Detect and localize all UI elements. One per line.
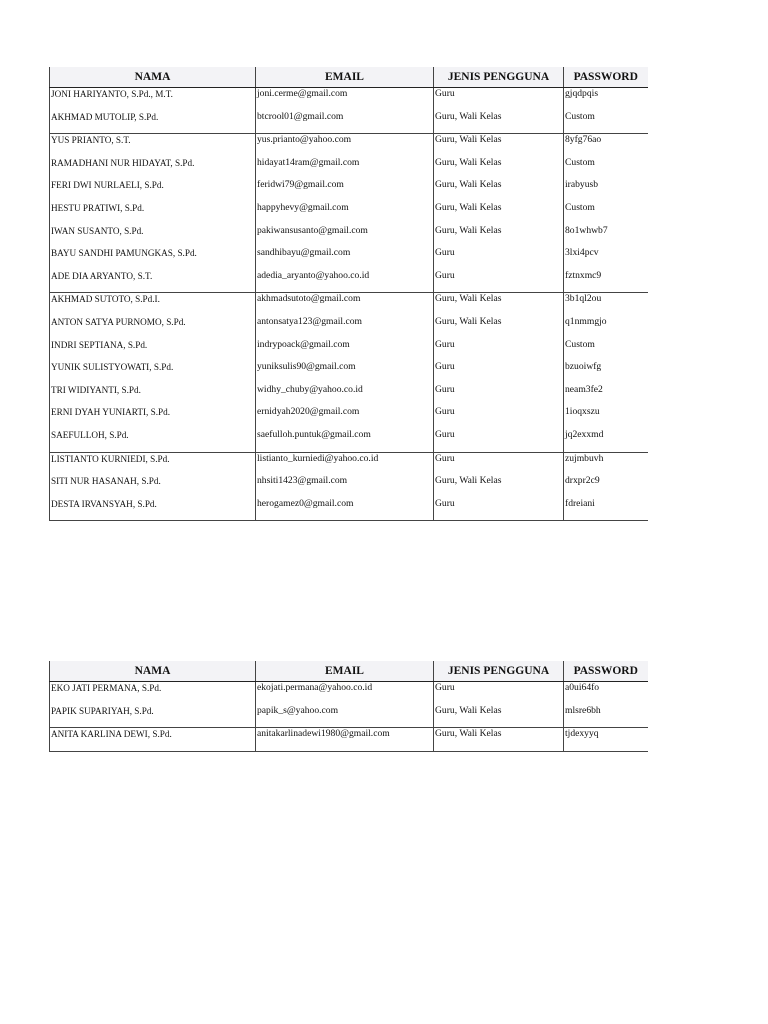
user-type-cell: Guru bbox=[434, 384, 564, 407]
email-cell: ernidyah2020@gmail.com bbox=[256, 406, 434, 429]
name-cell: ERNI DYAH YUNIARTI, S.Pd. bbox=[50, 406, 256, 429]
table-row bbox=[50, 270, 648, 293]
email-cell: ekojati.permana@yahoo.co.id bbox=[256, 682, 434, 705]
password-cell: fztnxmc9 bbox=[564, 270, 648, 293]
user-type-cell: Guru bbox=[434, 429, 564, 452]
password-cell: 3b1ql2ou bbox=[564, 293, 648, 316]
password-cell: drxpr2c9 bbox=[564, 475, 648, 498]
name-cell: TRI WIDIYANTI, S.Pd. bbox=[50, 384, 256, 407]
user-type-cell: Guru, Wali Kelas bbox=[434, 475, 564, 498]
table-row bbox=[50, 134, 648, 157]
password-cell: irabyusb bbox=[564, 179, 648, 202]
name-cell: YUNIK SULISTYOWATI, S.Pd. bbox=[50, 361, 256, 384]
name-cell: ANITA KARLINA DEWI, S.Pd. bbox=[50, 728, 256, 752]
user-type-cell: Guru, Wali Kelas bbox=[434, 728, 564, 752]
email-cell: yuniksulis90@gmail.com bbox=[256, 361, 434, 384]
name-cell: ADE DIA ARYANTO, S.T. bbox=[50, 270, 256, 293]
email-cell: akhmadsutoto@gmail.com bbox=[256, 293, 434, 316]
name-cell: IWAN SUSANTO, S.Pd. bbox=[50, 225, 256, 248]
name-cell: BAYU SANDHI PAMUNGKAS, S.Pd. bbox=[50, 247, 256, 270]
table-row bbox=[50, 361, 648, 384]
email-cell: yus.prianto@yahoo.com bbox=[256, 134, 434, 157]
table-body bbox=[50, 88, 648, 521]
table-row bbox=[50, 316, 648, 339]
table-row bbox=[50, 339, 648, 362]
password-cell: 1ioqxszu bbox=[564, 406, 648, 429]
table-row bbox=[50, 429, 648, 452]
user-type-cell: Guru, Wali Kelas bbox=[434, 134, 564, 157]
user-type-cell: Guru, Wali Kelas bbox=[434, 316, 564, 339]
name-cell: AKHMAD MUTOLIP, S.Pd. bbox=[50, 111, 256, 134]
password-cell: gjqdpqis bbox=[564, 88, 648, 111]
email-cell: pakiwansusanto@gmail.com bbox=[256, 225, 434, 248]
user-type-cell: Guru, Wali Kelas bbox=[434, 179, 564, 202]
user-type-cell: Guru, Wali Kelas bbox=[434, 705, 564, 728]
user-type-cell: Guru bbox=[434, 247, 564, 270]
table-row bbox=[50, 225, 648, 248]
name-cell: LISTIANTO KURNIEDI, S.Pd. bbox=[50, 452, 256, 475]
email-cell: feridwi79@gmail.com bbox=[256, 179, 434, 202]
name-cell: EKO JATI PERMANA, S.Pd. bbox=[50, 682, 256, 705]
password-cell: Custom bbox=[564, 339, 648, 362]
header-nama: NAMA bbox=[50, 661, 256, 682]
password-cell: Custom bbox=[564, 202, 648, 225]
header-password: PASSWORD bbox=[564, 67, 648, 88]
name-cell: INDRI SEPTIANA, S.Pd. bbox=[50, 339, 256, 362]
password-cell: Custom bbox=[564, 157, 648, 180]
user-table-2 bbox=[49, 661, 648, 752]
name-cell: HESTU PRATIWI, S.Pd. bbox=[50, 202, 256, 225]
password-cell: 8o1whwb7 bbox=[564, 225, 648, 248]
name-cell: FERI DWI NURLAELI, S.Pd. bbox=[50, 179, 256, 202]
email-cell: sandhibayu@gmail.com bbox=[256, 247, 434, 270]
user-type-cell: Guru, Wali Kelas bbox=[434, 293, 564, 316]
password-cell: a0ui64fo bbox=[564, 682, 648, 705]
name-cell: DESTA IRVANSYAH, S.Pd. bbox=[50, 498, 256, 521]
password-cell: tjdexyyq bbox=[564, 728, 648, 752]
table-row bbox=[50, 111, 648, 134]
header-jenis-pengguna: JENIS PENGGUNA bbox=[434, 67, 564, 88]
email-cell: hidayat14ram@gmail.com bbox=[256, 157, 434, 180]
table-row bbox=[50, 157, 648, 180]
header-email: EMAIL bbox=[256, 67, 434, 88]
user-type-cell: Guru, Wali Kelas bbox=[434, 157, 564, 180]
table-row bbox=[50, 498, 648, 521]
password-cell: mlsre6bh bbox=[564, 705, 648, 728]
table-row bbox=[50, 682, 648, 705]
password-cell: neam3fe2 bbox=[564, 384, 648, 407]
table-row bbox=[50, 384, 648, 407]
email-cell: listianto_kurniedi@yahoo.co.id bbox=[256, 452, 434, 475]
user-type-cell: Guru, Wali Kelas bbox=[434, 111, 564, 134]
table-row bbox=[50, 452, 648, 475]
user-type-cell: Guru bbox=[434, 406, 564, 429]
table-header-row bbox=[50, 67, 648, 88]
user-type-cell: Guru bbox=[434, 88, 564, 111]
table-row bbox=[50, 475, 648, 498]
table-row bbox=[50, 202, 648, 225]
name-cell: ANTON SATYA PURNOMO, S.Pd. bbox=[50, 316, 256, 339]
table-row bbox=[50, 728, 648, 752]
table-row bbox=[50, 179, 648, 202]
table-body bbox=[50, 682, 648, 752]
password-cell: bzuoiwfg bbox=[564, 361, 648, 384]
user-type-cell: Guru, Wali Kelas bbox=[434, 202, 564, 225]
email-cell: papik_s@yahoo.com bbox=[256, 705, 434, 728]
password-cell: 8yfg76ao bbox=[564, 134, 648, 157]
user-type-cell: Guru bbox=[434, 361, 564, 384]
email-cell: herogamez0@gmail.com bbox=[256, 498, 434, 521]
table-row bbox=[50, 705, 648, 728]
user-type-cell: Guru, Wali Kelas bbox=[434, 225, 564, 248]
email-cell: joni.cerme@gmail.com bbox=[256, 88, 434, 111]
user-type-cell: Guru bbox=[434, 270, 564, 293]
password-cell: q1nmmgjo bbox=[564, 316, 648, 339]
header-email: EMAIL bbox=[256, 661, 434, 682]
table-row bbox=[50, 247, 648, 270]
name-cell: RAMADHANI NUR HIDAYAT, S.Pd. bbox=[50, 157, 256, 180]
email-cell: widhy_chuby@yahoo.co.id bbox=[256, 384, 434, 407]
user-type-cell: Guru bbox=[434, 682, 564, 705]
email-cell: antonsatya123@gmail.com bbox=[256, 316, 434, 339]
email-cell: adedia_aryanto@yahoo.co.id bbox=[256, 270, 434, 293]
user-type-cell: Guru bbox=[434, 452, 564, 475]
name-cell: AKHMAD SUTOTO, S.Pd.I. bbox=[50, 293, 256, 316]
email-cell: happyhevy@gmail.com bbox=[256, 202, 434, 225]
password-cell: Custom bbox=[564, 111, 648, 134]
name-cell: YUS PRIANTO, S.T. bbox=[50, 134, 256, 157]
table-row bbox=[50, 293, 648, 316]
name-cell: PAPIK SUPARIYAH, S.Pd. bbox=[50, 705, 256, 728]
password-cell: jq2exxmd bbox=[564, 429, 648, 452]
name-cell: SAEFULLOH, S.Pd. bbox=[50, 429, 256, 452]
password-cell: fdreiani bbox=[564, 498, 648, 521]
header-password: PASSWORD bbox=[564, 661, 648, 682]
user-table-1 bbox=[49, 67, 648, 521]
table-header-row bbox=[50, 661, 648, 682]
table-row bbox=[50, 406, 648, 429]
user-type-cell: Guru bbox=[434, 498, 564, 521]
email-cell: indrypoack@gmail.com bbox=[256, 339, 434, 362]
table-row bbox=[50, 88, 648, 111]
header-jenis-pengguna: JENIS PENGGUNA bbox=[434, 661, 564, 682]
email-cell: btcrool01@gmail.com bbox=[256, 111, 434, 134]
email-cell: nhsiti1423@gmail.com bbox=[256, 475, 434, 498]
name-cell: SITI NUR HASANAH, S.Pd. bbox=[50, 475, 256, 498]
email-cell: saefulloh.puntuk@gmail.com bbox=[256, 429, 434, 452]
email-cell: anitakarlinadewi1980@gmail.com bbox=[256, 728, 434, 752]
header-nama: NAMA bbox=[50, 67, 256, 88]
password-cell: 3lxi4pcv bbox=[564, 247, 648, 270]
password-cell: zujmbuvh bbox=[564, 452, 648, 475]
user-type-cell: Guru bbox=[434, 339, 564, 362]
name-cell: JONI HARIYANTO, S.Pd., M.T. bbox=[50, 88, 256, 111]
